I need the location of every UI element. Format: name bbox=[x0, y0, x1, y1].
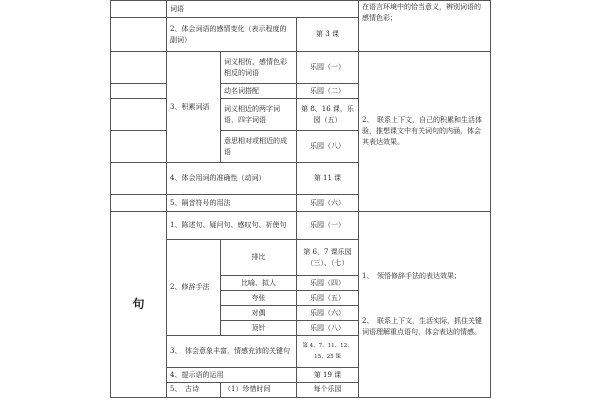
lesson-cell: 乐园（八） bbox=[297, 131, 359, 163]
category-cell: 2、修辞手法 bbox=[167, 240, 221, 336]
note-cell bbox=[359, 212, 491, 398]
note-line: 2、 联系上下文，生活实际，抓住关键词语理解重点语句，体会表达的情感。 bbox=[362, 317, 482, 337]
sub-cell: （1）珍惜时间 bbox=[221, 382, 297, 397]
sub-cell: 顶针 bbox=[221, 321, 297, 336]
table-row bbox=[111, 1, 491, 18]
sub-cell: 词义相仿、感情色彩相反的词语 bbox=[221, 52, 297, 84]
sub-cell: 排比 bbox=[221, 240, 297, 276]
sub-cell: 词义相近的两字词语、四字词语 bbox=[221, 99, 297, 131]
lesson-cell: 第 6、7 课乐园（三）、（七） bbox=[297, 240, 359, 276]
item-cell: 5、隔音符号的用法 bbox=[167, 195, 297, 212]
item-cell: 2、体会词语的感情变化（表示程度的副词） bbox=[167, 18, 297, 52]
section-ju-label: 句 bbox=[111, 212, 167, 398]
lesson-cell: 第 3 课 bbox=[297, 18, 359, 52]
lesson-cell: 乐园（五） bbox=[297, 291, 359, 306]
item-cell: 5、 古诗 bbox=[167, 382, 221, 397]
item-cell: 1、陈述句、疑问句、感叹句、祈使句 bbox=[167, 212, 297, 240]
sub-cell: 比喻、拟人 bbox=[221, 276, 297, 291]
lesson-cell: 乐园（四） bbox=[297, 276, 359, 291]
lesson-cell: 乐园（二） bbox=[297, 84, 359, 99]
sub-cell: 意思相对或相近的成语 bbox=[221, 131, 297, 163]
note-cell: 在语言环境中的恰当意义，辨别词语的感情色彩； bbox=[359, 1, 491, 52]
lesson-cell: 乐园（六） bbox=[297, 195, 359, 212]
item-cell: 4、体会用词的准确性（动词） bbox=[167, 163, 297, 195]
lesson-cell: 乐园（八） bbox=[297, 321, 359, 336]
lesson-cell: 第 11 课 bbox=[297, 163, 359, 195]
note-cell: 2、 联系上下文，自己的积累和生活体验，推想课文中有关词句的内涵，体会其表达效果。 bbox=[359, 52, 491, 212]
lesson-cell: 每个乐园 bbox=[297, 382, 359, 397]
lesson-cell: 乐园（一） bbox=[297, 212, 359, 240]
lesson-cell: 乐园（一） bbox=[297, 52, 359, 84]
note-line: 1、 领悟修辞手法的表达效果； bbox=[362, 272, 461, 281]
category-cell: 3、积累词语 bbox=[167, 52, 221, 163]
lesson-cell: 乐园（六） bbox=[297, 306, 359, 321]
item-cell: 4、提示语的运用 bbox=[167, 368, 297, 383]
item-cell: 3、 体会意象丰富，情感充沛的关键句 bbox=[167, 336, 297, 368]
table-row bbox=[111, 52, 491, 84]
lesson-cell: 第 8、16 课，乐园（五） bbox=[297, 99, 359, 131]
sub-cell: 对偶 bbox=[221, 306, 297, 321]
curriculum-table bbox=[110, 0, 491, 398]
table-row bbox=[111, 212, 491, 240]
lesson-cell: 第 19 课 bbox=[297, 368, 359, 383]
sub-cell: 夸张 bbox=[221, 291, 297, 306]
item-cell: 词语 bbox=[167, 1, 359, 18]
lesson-cell: 第 4、7、11、12、15、25 课 bbox=[297, 336, 359, 368]
sub-cell: 动名词搭配 bbox=[221, 84, 297, 99]
